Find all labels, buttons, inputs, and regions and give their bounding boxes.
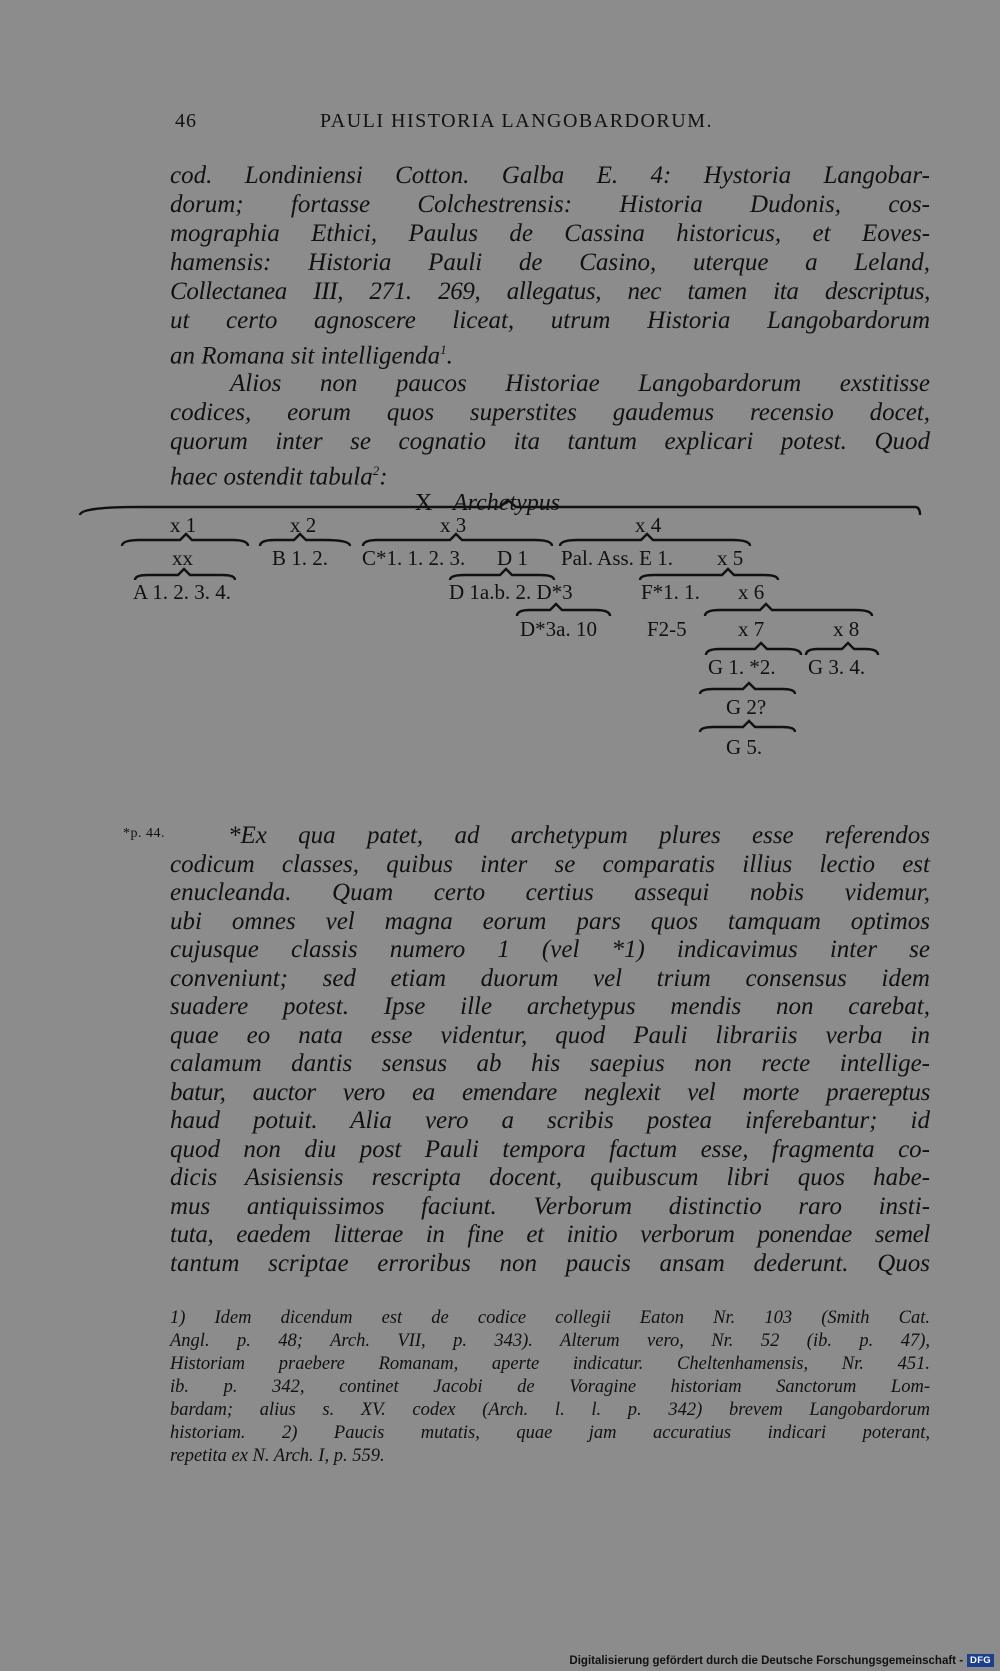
text-line: cujusque classis numero 1 (vel *1) indicavimus inter se <box>170 936 930 963</box>
node-g5: G 5. <box>726 735 763 759</box>
paragraph-3 <box>170 822 930 1278</box>
footnote-line: Angl. p. 48; Arch. VII, p. 343). Alterum vero, Nr. 52 (ib. p. 47), <box>170 1331 930 1351</box>
stemma-root: X <box>415 490 433 516</box>
text-line: ubi omnes vel magna eorum pars quos tamquam optimos <box>170 907 930 935</box>
node-a: A 1. 2. 3. 4. <box>133 580 232 604</box>
text-line: haud potuit. Alia vero a scribis postea inferebantur; id <box>170 1107 930 1134</box>
brace-x8 <box>806 643 878 655</box>
text-line: tuta, eaedem litterae in fine et initio verborum ponendae semel <box>170 1221 930 1248</box>
dfg-logo: DFG <box>967 1654 994 1667</box>
stemma-root-label: Archetypus <box>453 490 561 516</box>
footnote-line: repetita ex N. Arch. I, p. 559. <box>170 1446 385 1466</box>
text-line: enucleanda. Quam certo certius assequi nobis videmur, <box>170 879 930 906</box>
text-line: quod non diu post Pauli tempora factum esse, fragmenta co- <box>170 1135 930 1163</box>
footnote-line: ib. p. 342, continet Jacobi de Voragine historiam Sanctorum Lom- <box>170 1377 930 1397</box>
text-fragment: : <box>379 463 388 491</box>
node-f1: F*1. 1. <box>641 580 700 604</box>
text-line: hamensis: Historia Pauli de Casino, uterque a Leland, <box>170 249 930 276</box>
brace-x1 <box>122 534 248 546</box>
text-line: *Ex qua patet, ad archetypum plures esse referendos <box>228 822 930 849</box>
text-fragment: haec ostendit tabula <box>170 463 373 491</box>
footnote-mark: 1 <box>440 342 447 357</box>
node-x2: x 2 <box>290 513 317 537</box>
text-line: Collectanea III, 271. 269, allegatus, nec tamen ita descriptus, <box>170 278 930 305</box>
text-line: Alios non paucos Historiae Langobardorum exstitisse <box>230 370 930 397</box>
node-pal: Pal. Ass. E 1. <box>561 546 674 570</box>
brace-x6 <box>705 604 872 616</box>
text-line: batur, auctor vero ea emendare neglexit vel morte praereptus <box>170 1078 930 1106</box>
footnote-mark: 2 <box>372 463 380 478</box>
node-c: C*1. 1. 2. 3. <box>362 546 466 570</box>
brace-g5 <box>700 721 795 732</box>
text-line: conveniunt; sed etiam duorum vel trium consensus idem <box>170 964 930 992</box>
node-d1: D 1 <box>497 546 528 570</box>
text-line: codices, eorum quos superstites gaudemus recensio docet, <box>170 399 930 426</box>
paragraph-2 <box>170 369 930 491</box>
text-fragment: an Romana sit intelligenda <box>170 342 441 370</box>
footnotes <box>170 1307 930 1468</box>
node-g2: G 2? <box>726 695 767 719</box>
text-line: ut certo agnoscere liceat, utrum Historia Langobardorum <box>170 307 930 334</box>
node-d3a: D*3a. 10 <box>520 617 597 641</box>
text-line: quae eo nata esse videntur, quod Pauli librariis verba in <box>170 1021 930 1049</box>
running-header <box>175 110 930 140</box>
node-b: B 1. 2. <box>272 546 329 570</box>
node-x4: x 4 <box>635 513 662 537</box>
text-line: calamum dantis sensus ab his saepius non recte intellige- <box>170 1050 930 1077</box>
node-x1: x 1 <box>170 513 197 537</box>
credit-text: Digitalisierung gefördert durch die Deutsche Forschungsgemeinschaft - <box>569 1654 964 1667</box>
node-f25: F2-5 <box>647 617 687 641</box>
brace-xx <box>135 569 235 580</box>
text-line: dorum; fortasse Colchestrensis: Historia Dudonis, cos- <box>170 191 930 218</box>
node-x8: x 8 <box>833 617 860 641</box>
node-g34: G 3. 4. <box>808 655 866 679</box>
footnote-line: 1) Idem dicendum est de codice collegii Eaton Nr. 103 (Smith Cat. <box>170 1308 930 1328</box>
text-line: an Romana sit intelligenda$^1$. <box>170 342 453 370</box>
footnote-line: bardam; alius s. XV. codex (Arch. l. l. p. 342) brevem Langobardorum <box>170 1400 930 1420</box>
footnote-line: Historiam praebere Romanam, aperte indicatur. Cheltenhamensis, Nr. 451. <box>170 1354 930 1374</box>
paragraph-1 <box>170 161 930 370</box>
brace-x5 <box>640 569 778 580</box>
brace-x3 <box>363 534 552 546</box>
text-line <box>170 456 930 491</box>
text-line: mus antiquissimos faciunt. Verborum distinctio raro insti- <box>170 1192 930 1220</box>
text-line: quorum inter se cognatio ita tantum explicari potest. Quod <box>170 428 930 455</box>
node-x5: x 5 <box>717 546 744 570</box>
running-title: PAULI HISTORIA LANGOBARDORUM. <box>320 110 713 132</box>
footnote-line: historiam. 2) Paucis mutatis, quae jam accuratius indicari poterant, <box>170 1423 930 1443</box>
text-line: dicis Asisiensis rescripta docent, quibuscum libri quos habe- <box>170 1164 930 1191</box>
brace-g2 <box>700 683 795 694</box>
stemma-diagram <box>60 490 960 820</box>
node-g12: G 1. *2. <box>708 655 776 679</box>
text-line: suadere potest. Ipse ille archetypus mendis non carebat, <box>170 993 930 1020</box>
text-line: mographia Ethici, Paulus de Cassina historicus, et Eoves- <box>170 220 930 247</box>
brace-d1 <box>450 569 554 580</box>
text-line: codicum classes, quibus inter se comparatis illius lectio est <box>170 850 930 878</box>
node-x7: x 7 <box>738 617 765 641</box>
node-x6: x 6 <box>738 580 765 604</box>
brace-x7 <box>706 643 801 655</box>
digitization-credit <box>569 1654 994 1667</box>
node-d1ab: D 1a.b. 2. D*3 <box>449 580 573 604</box>
node-x3: x 3 <box>440 513 467 537</box>
text-line: cod. Londiniensi Cotton. Galba E. 4: Hystoria Langobar- <box>170 162 930 189</box>
page-number: 46 <box>175 110 197 132</box>
text-line: tantum scriptae erroribus non paucis ansam dederunt. Quos <box>170 1249 930 1277</box>
brace-d3 <box>517 604 610 616</box>
margin-note: *p. 44. <box>123 826 165 841</box>
node-xx: xx <box>172 546 193 570</box>
